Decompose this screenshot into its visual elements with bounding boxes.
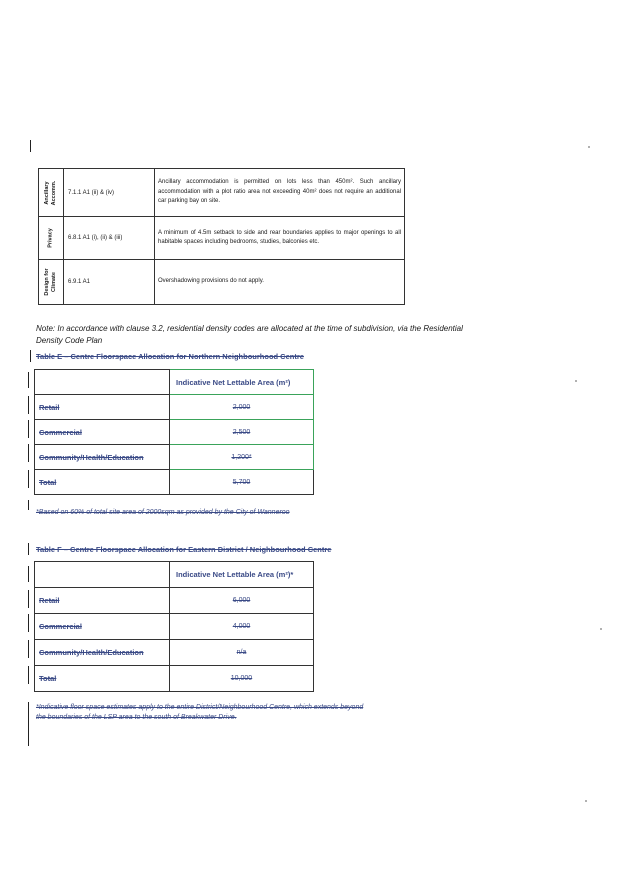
provisions-table (38, 168, 405, 305)
row-label: Commercial (35, 614, 170, 640)
clause-ref: 7.1.1 A1 (ii) & (iv) (64, 169, 155, 217)
table-row (35, 395, 314, 420)
table-row (39, 217, 405, 260)
row-label: Total (35, 470, 170, 495)
table-row (35, 420, 314, 445)
table-row (35, 588, 314, 614)
revision-bar (28, 543, 29, 555)
table-row (35, 470, 314, 495)
category-label: Design for Climate (44, 268, 57, 296)
row-value: 4,000 (170, 614, 314, 640)
row-label: Community/Health/Education (35, 640, 170, 666)
revision-bar (28, 396, 29, 414)
row-value: 2,500 (170, 420, 314, 445)
table-row (35, 640, 314, 666)
revision-bar (28, 372, 29, 388)
provision-description: Ancillary accommodation is permitted on lots less than 450m². Such ancillary accommodation with a plot ratio area not exceeding 40m² does not require an additional car parking bay on site. (155, 169, 405, 217)
table-row (35, 445, 314, 470)
table-row (39, 260, 405, 305)
clause-ref: 6.8.1 A1 (i), (ii) & (iii) (64, 217, 155, 260)
revision-bar (28, 420, 29, 438)
table-row (35, 666, 314, 692)
row-value: 1,200* (170, 445, 314, 470)
revision-bar (28, 702, 29, 746)
table-f-footnote-line-2: the boundaries of the LSP area to the south of Breakwater Drive. (36, 714, 237, 721)
table-row (35, 370, 314, 395)
revision-bar (28, 566, 29, 582)
table-e (34, 369, 314, 495)
row-value: n/a (170, 640, 314, 666)
table-e-footnote: *Based on 60% of total site area of 2000sqm as provided by the City of Wanneroo (36, 509, 290, 516)
column-header: Indicative Net Lettable Area (m²)* (170, 562, 314, 588)
table-row (35, 562, 314, 588)
row-value: 10,000 (170, 666, 314, 692)
provision-description: A minimum of 4.5m setback to side and rear boundaries applies to major openings to all habitable spaces including bedrooms, studies, balconies etc. (155, 217, 405, 260)
table-f-footnote-line-1: *Indicative floor space estimates apply to the entire District/Neighbourhood Centre, which extends beyond (36, 704, 364, 711)
revision-bar (30, 350, 31, 362)
scan-speck (600, 628, 602, 630)
table-f (34, 561, 314, 692)
row-value: 5,700 (170, 470, 314, 495)
revision-bar (28, 666, 29, 684)
scan-speck (575, 380, 577, 382)
row-label: Commercial (35, 420, 170, 445)
revision-bar (28, 614, 29, 632)
revision-bar (30, 140, 31, 152)
category-label: Ancillary Accomm. (44, 180, 57, 205)
table-f-title: Table F – Centre Floorspace Allocation for Eastern District / Neighbourhood Centre (36, 545, 332, 554)
scan-speck (585, 800, 587, 802)
row-label: Community/Health/Education (35, 445, 170, 470)
revision-bar (28, 590, 29, 608)
row-label: Retail (35, 395, 170, 420)
revision-bar (28, 470, 29, 488)
scan-speck (588, 146, 590, 148)
column-header: Indicative Net Lettable Area (m²) (170, 370, 314, 395)
provision-description: Overshadowing provisions do not apply. (155, 260, 405, 305)
row-value: 6,000 (170, 588, 314, 614)
revision-bar (28, 640, 29, 658)
row-label: Retail (35, 588, 170, 614)
row-value: 2,000 (170, 395, 314, 420)
table-row (39, 169, 405, 217)
revision-bar (28, 500, 29, 510)
category-label: Privacy (47, 228, 54, 248)
table-e-title: Table E – Centre Floorspace Allocation for Northern Neighbourhood Centre (36, 352, 304, 361)
density-note: Note: In accordance with clause 3.2, residential density codes are allocated at the time of subdivision, via the Residential Density Code Plan (36, 324, 463, 345)
clause-ref: 6.9.1 A1 (64, 260, 155, 305)
table-row (35, 614, 314, 640)
row-label: Total (35, 666, 170, 692)
revision-bar (28, 444, 29, 462)
